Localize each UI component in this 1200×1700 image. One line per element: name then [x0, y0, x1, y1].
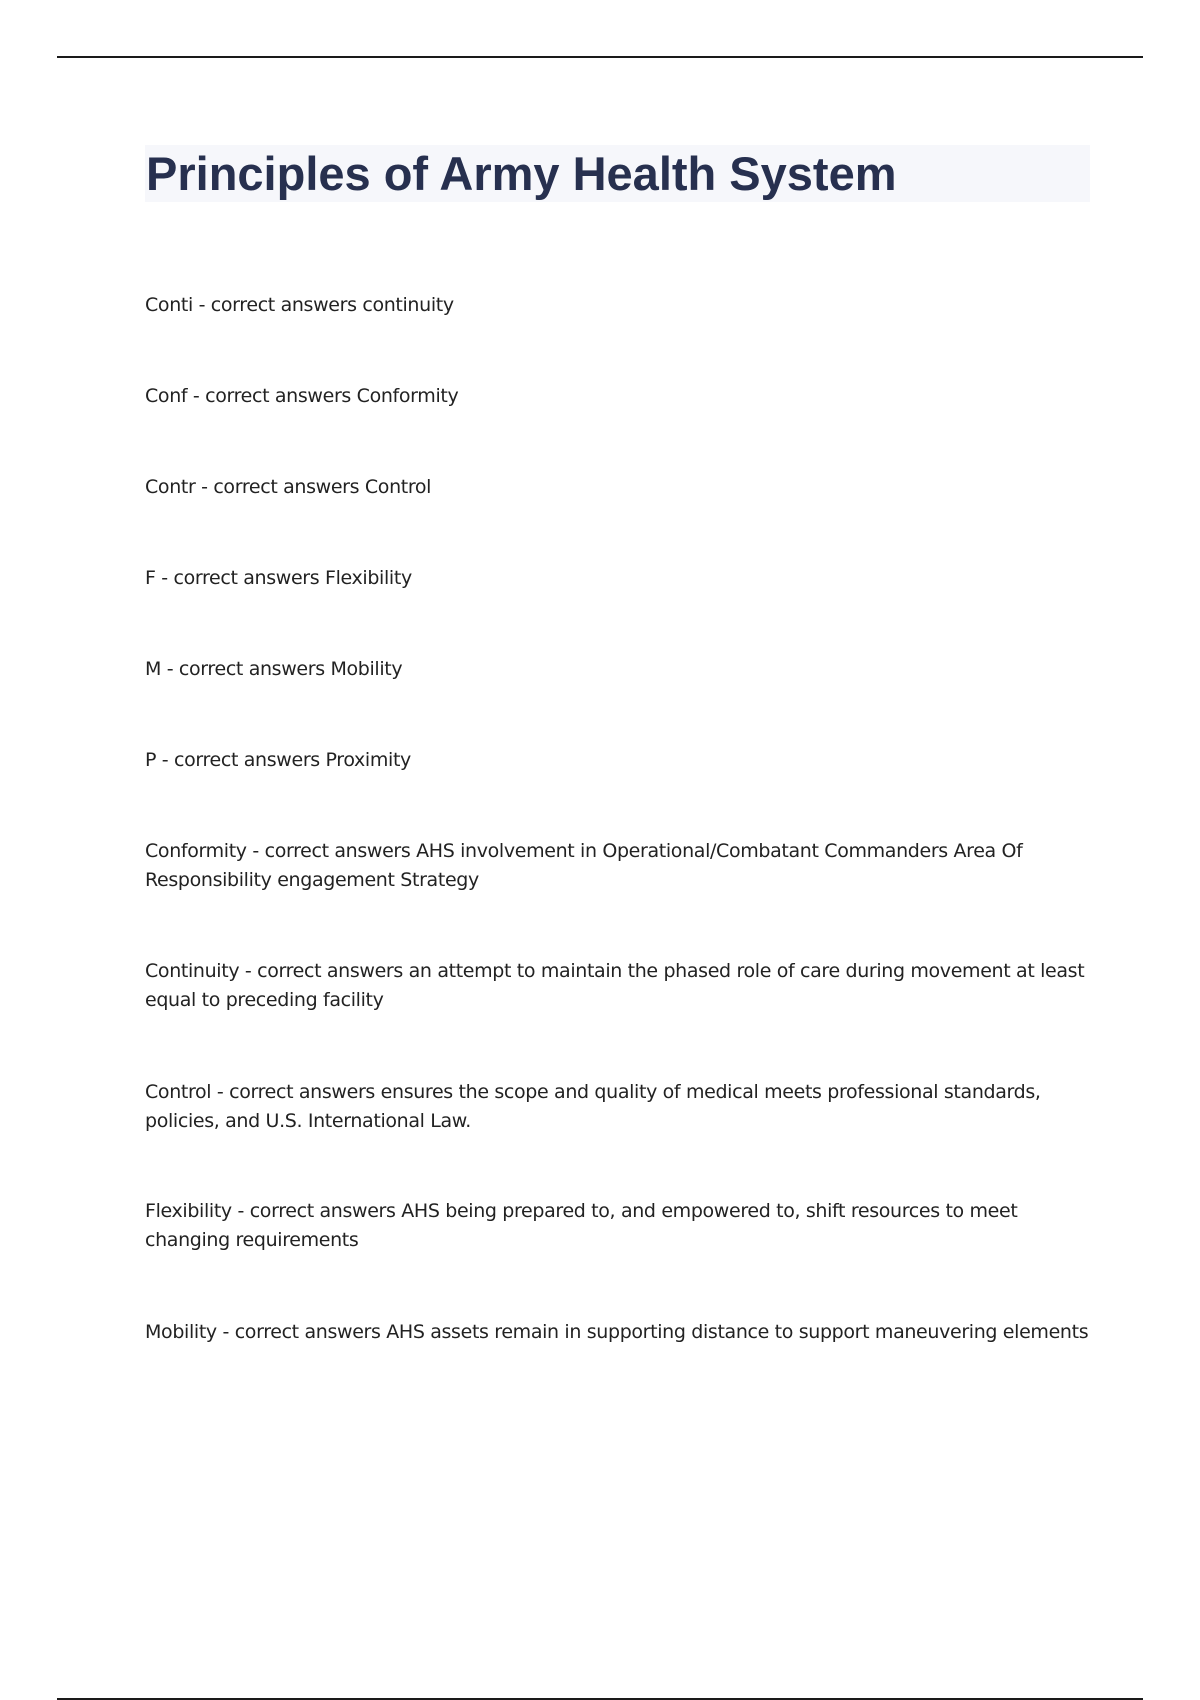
qa-term: Control — [145, 1081, 212, 1103]
qa-answer: AHS being prepared to, and empowered to, shift resources to meet changing requirements — [145, 1200, 1018, 1251]
qa-entry — [145, 564, 1095, 593]
qa-entry — [145, 291, 1095, 320]
qa-term: P — [145, 749, 157, 771]
qa-term: F — [145, 567, 156, 589]
qa-separator: - correct answers — [192, 294, 363, 316]
document-title: Principles of Army Health System — [146, 147, 897, 200]
qa-separator: - correct answers — [156, 749, 326, 771]
qa-entry — [145, 1197, 1095, 1255]
qa-answer: AHS assets remain in supporting distance to support maneuvering elements — [386, 1321, 1089, 1343]
qa-term: Conformity — [145, 840, 247, 862]
qa-entry — [145, 473, 1095, 502]
qa-separator: - correct answers — [187, 385, 357, 407]
qa-answer: Mobility — [330, 658, 403, 680]
qa-answer: continuity — [362, 294, 454, 316]
qa-answer: ensures the scope and quality of medical meets professional standards, policies, and U.S. International Law. — [145, 1081, 1041, 1132]
qa-term: Conf — [145, 385, 188, 407]
qa-entry — [145, 655, 1095, 684]
qa-answer: Proximity — [325, 749, 411, 771]
qa-entry — [145, 1318, 1095, 1347]
top-rule — [57, 56, 1143, 58]
qa-separator: - correct answers — [161, 658, 331, 680]
qa-separator: - correct answers — [239, 960, 409, 982]
qa-term: Mobility — [145, 1321, 217, 1343]
qa-separator: - correct answers — [211, 1081, 381, 1103]
qa-separator: - correct answers — [155, 567, 326, 589]
qa-term: Contr — [145, 476, 196, 498]
qa-answer: Control — [364, 476, 432, 498]
qa-answer: AHS involvement in Operational/Combatant Commanders Area Of Responsibility engagement Strategy — [145, 840, 1023, 891]
qa-entry — [145, 1078, 1095, 1136]
qa-entry — [145, 382, 1095, 411]
qa-entry — [145, 957, 1095, 1015]
qa-separator: - correct answers — [231, 1200, 402, 1222]
qa-entry — [145, 746, 1095, 775]
qa-separator: - correct answers — [246, 840, 417, 862]
qa-answer: Conformity — [356, 385, 459, 407]
qa-separator: - correct answers — [216, 1321, 387, 1343]
qa-term: Conti — [145, 294, 193, 316]
qa-term: Flexibility — [145, 1200, 232, 1222]
qa-term: M — [145, 658, 162, 680]
qa-entry — [145, 837, 1095, 895]
qa-answer: an attempt to maintain the phased role of care during movement at least equal to preceding facility — [145, 960, 1085, 1011]
qa-separator: - correct answers — [195, 476, 365, 498]
qa-answer: Flexibility — [325, 567, 412, 589]
qa-term: Continuity — [145, 960, 240, 982]
